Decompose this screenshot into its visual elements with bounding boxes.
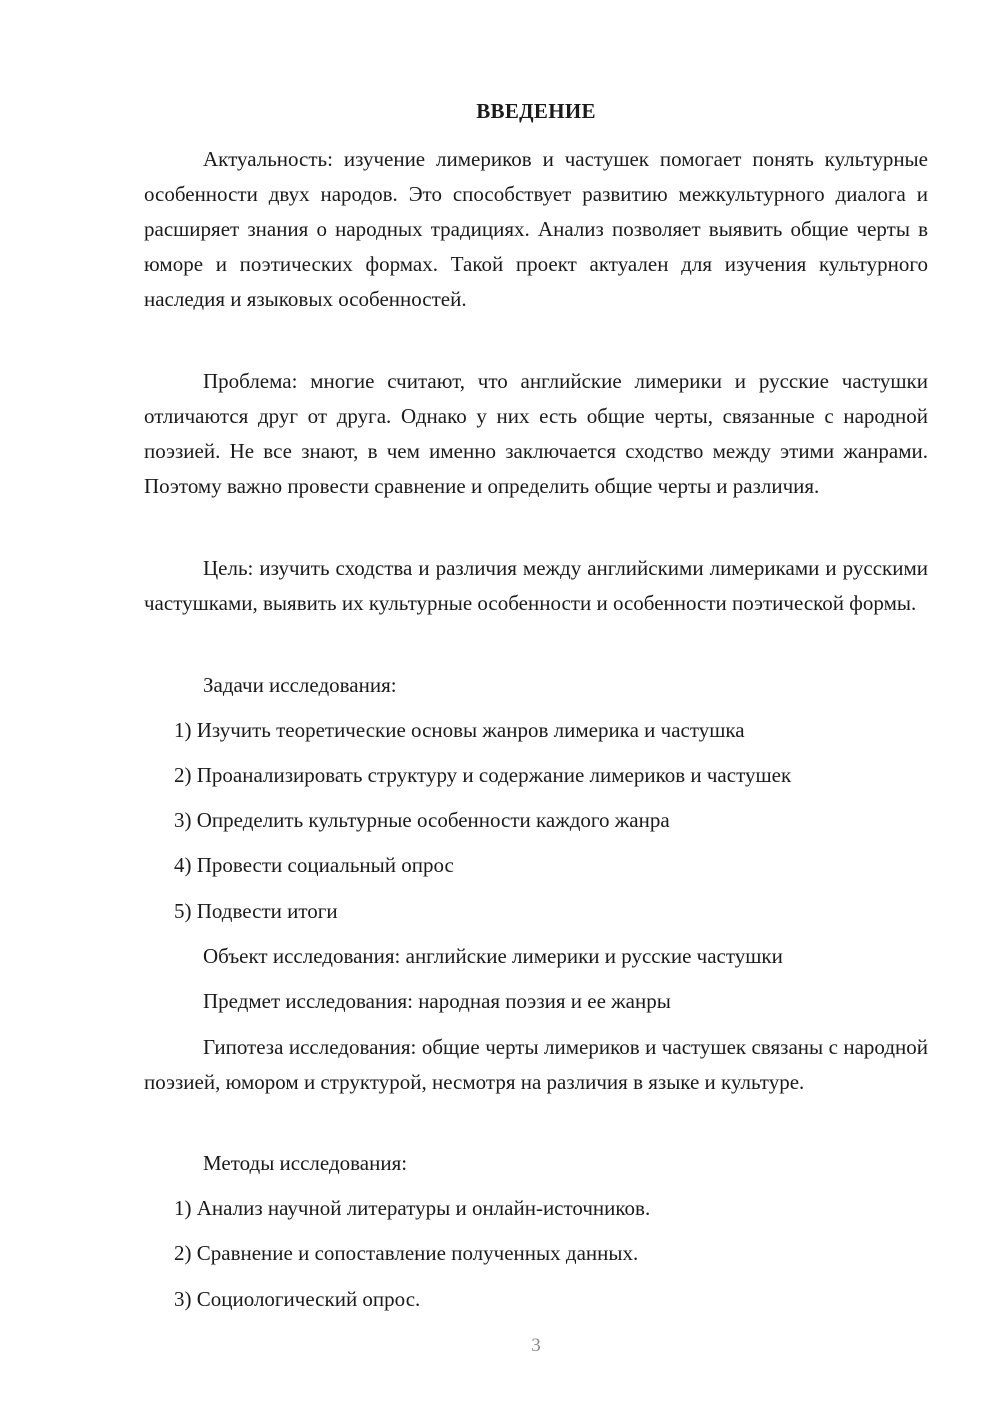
subject-statement: Предмет исследования: народная поэзия и ее жанры (203, 989, 671, 1013)
page-number: 3 (531, 1335, 541, 1356)
task-item: 2) Проанализировать структуру и содержание лимериков и частушек (174, 763, 792, 787)
document-page (144, 0, 928, 1414)
tasks-heading: Задачи исследования: (203, 673, 397, 697)
method-item: 2) Сравнение и сопоставление полученных данных. (174, 1241, 639, 1265)
section-heading: ВВЕДЕНИЕ (476, 99, 596, 123)
task-item: 1) Изучить теоретические основы жанров лимерика и частушка (174, 718, 745, 742)
task-item: 5) Подвести итоги (174, 899, 338, 923)
methods-heading: Методы исследования: (203, 1151, 408, 1175)
hypothesis-paragraph: Гипотеза исследования: общие черты лимериков и частушек связаны с народной поэзией, юмором и структурой, несмотря на различия в языке и культуре. (144, 1035, 928, 1094)
problem-paragraph: Проблема: многие считают, что английские лимерики и русские частушки отличаются друг от друга. Однако у них есть общие черты, связанные с народной поэзией. Не все знают, в чем именно заключается сходство между этими жанрами. Поэтому важно провести сравнение и определить общие черты и различия. (144, 369, 928, 498)
relevance-paragraph: Актуальность: изучение лимериков и частушек помогает понять культурные особенности двух народов. Это способствует развитию межкультурного диалога и расширяет знания о народных традициях. Анализ позволяет выявить общие черты в юморе и поэтических формах. Такой проект актуален для изучения культурного наследия и языковых особенностей. (144, 147, 928, 311)
object-statement: Объект исследования: английские лимерики и русские частушки (203, 944, 783, 968)
method-item: 1) Анализ научной литературы и онлайн-источников. (174, 1196, 651, 1220)
method-item: 3) Социологический опрос. (174, 1287, 421, 1311)
goal-paragraph: Цель: изучить сходства и различия между английскими лимериками и русскими частушками, выявить их культурные особенности и особенности поэтической формы. (144, 556, 928, 615)
task-item: 3) Определить культурные особенности каждого жанра (174, 808, 670, 832)
task-item: 4) Провести социальный опрос (174, 853, 454, 877)
